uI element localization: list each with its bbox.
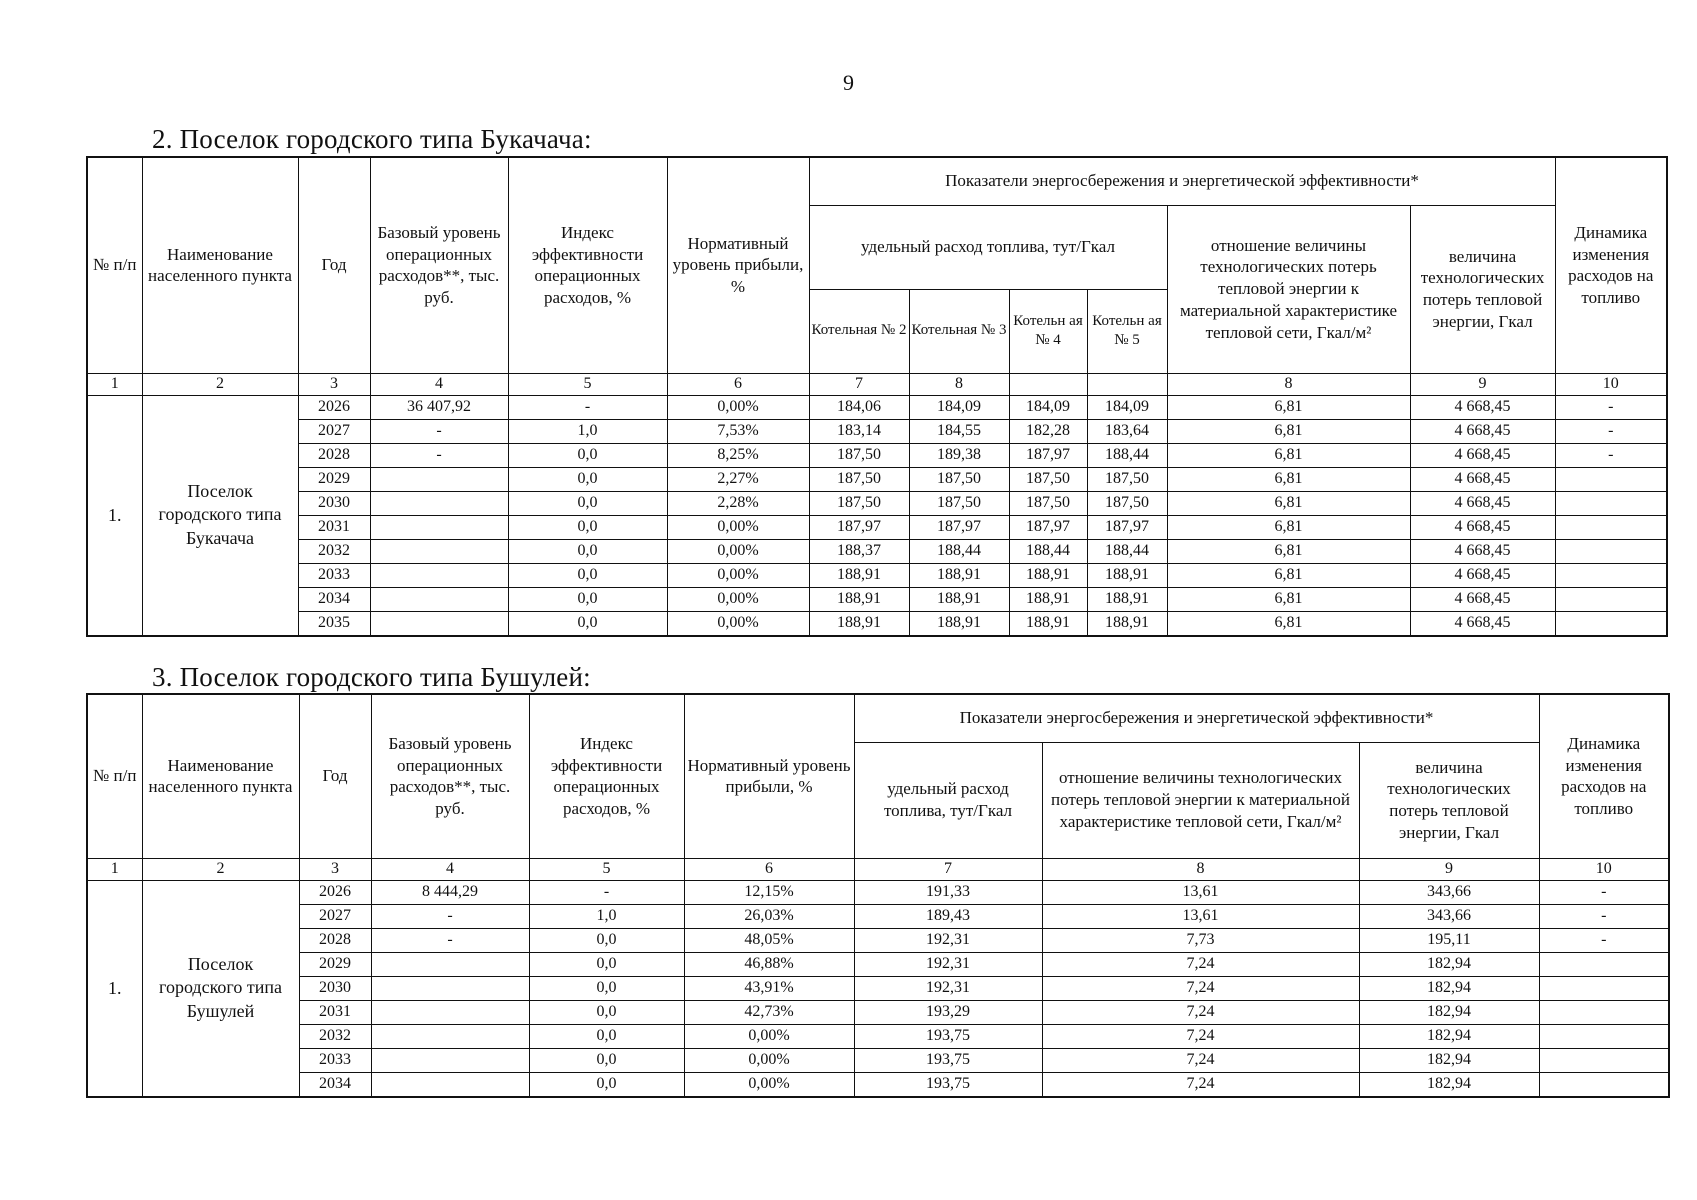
cell-fuel: 192,31 — [854, 952, 1042, 976]
cell-b2: 187,50 — [809, 467, 909, 491]
cell-b2: 188,91 — [809, 611, 909, 636]
header-boiler-4: Котельн ая № 4 — [1009, 289, 1087, 373]
settlement-name: Поселок городского типа Букачача — [142, 395, 298, 636]
cell-b5: 188,44 — [1087, 443, 1167, 467]
cell-index: 0,0 — [529, 952, 684, 976]
header-num: № п/п — [87, 157, 142, 373]
table-row — [87, 952, 1669, 976]
table-row — [87, 1072, 1669, 1097]
cell-index: 0,0 — [508, 611, 667, 636]
cell-losses: 343,66 — [1359, 904, 1539, 928]
cell-profit: 7,53% — [667, 419, 809, 443]
cell-ratio: 6,81 — [1167, 491, 1410, 515]
cell-index: - — [529, 880, 684, 904]
cell-ratio: 6,81 — [1167, 563, 1410, 587]
table-row — [87, 880, 1669, 904]
cell-b4: 187,97 — [1009, 515, 1087, 539]
cell-profit: 0,00% — [667, 515, 809, 539]
cell-base — [370, 515, 508, 539]
header-year: Год — [298, 157, 370, 373]
cell-year: 2034 — [298, 587, 370, 611]
table-row — [87, 587, 1667, 611]
cell-base — [371, 1072, 529, 1097]
cell-losses: 182,94 — [1359, 1048, 1539, 1072]
column-number: 8 — [909, 373, 1009, 395]
cell-index: 0,0 — [529, 1072, 684, 1097]
cell-base — [370, 611, 508, 636]
cell-dyn — [1555, 587, 1667, 611]
cell-losses: 4 668,45 — [1410, 539, 1555, 563]
cell-dyn — [1555, 539, 1667, 563]
table-row — [87, 563, 1667, 587]
cell-dyn: - — [1539, 880, 1669, 904]
cell-year: 2026 — [298, 395, 370, 419]
cell-ratio: 6,81 — [1167, 467, 1410, 491]
cell-fuel: 193,75 — [854, 1048, 1042, 1072]
cell-dyn — [1555, 563, 1667, 587]
cell-fuel: 191,33 — [854, 880, 1042, 904]
cell-index: 0,0 — [508, 467, 667, 491]
table-row — [87, 928, 1669, 952]
row-index: 1. — [87, 880, 142, 1097]
column-number: 3 — [298, 373, 370, 395]
cell-index: 0,0 — [529, 928, 684, 952]
cell-losses: 4 668,45 — [1410, 467, 1555, 491]
header-boiler-3: Котельная № 3 — [909, 289, 1009, 373]
cell-losses: 182,94 — [1359, 1024, 1539, 1048]
section-2-title: 2. Поселок городского типа Букачача: — [152, 124, 592, 154]
header-name: Наименование населенного пункта — [142, 157, 298, 373]
table-row — [87, 976, 1669, 1000]
column-number: 10 — [1555, 373, 1667, 395]
cell-profit: 0,00% — [684, 1072, 854, 1097]
cell-profit: 43,91% — [684, 976, 854, 1000]
cell-year: 2033 — [298, 563, 370, 587]
section-3-table — [86, 693, 1670, 1098]
cell-index: 1,0 — [508, 419, 667, 443]
cell-profit: 8,25% — [667, 443, 809, 467]
cell-profit: 0,00% — [667, 611, 809, 636]
cell-ratio: 7,73 — [1042, 928, 1359, 952]
cell-profit: 2,28% — [667, 491, 809, 515]
cell-dyn — [1555, 491, 1667, 515]
cell-ratio: 6,81 — [1167, 395, 1410, 419]
cell-base — [371, 1024, 529, 1048]
cell-profit: 0,00% — [667, 587, 809, 611]
header-profit-level: Нормативный уровень прибыли, % — [684, 694, 854, 858]
cell-fuel: 193,75 — [854, 1072, 1042, 1097]
cell-base: - — [370, 443, 508, 467]
table-row — [87, 611, 1667, 636]
table-row — [87, 904, 1669, 928]
column-number: 9 — [1410, 373, 1555, 395]
page-number: 9 — [843, 70, 854, 95]
header-losses: величина технологических потерь тепловой энергии, Гкал — [1410, 205, 1555, 373]
cell-year: 2031 — [298, 515, 370, 539]
header-profit-level: Нормативный уровень прибыли, % — [667, 157, 809, 373]
cell-ratio: 6,81 — [1167, 419, 1410, 443]
cell-b3: 187,97 — [909, 515, 1009, 539]
cell-b3: 187,50 — [909, 467, 1009, 491]
column-number: 2 — [142, 373, 298, 395]
cell-ratio: 6,81 — [1167, 443, 1410, 467]
cell-base: 36 407,92 — [370, 395, 508, 419]
cell-b3: 188,91 — [909, 563, 1009, 587]
cell-b2: 187,97 — [809, 515, 909, 539]
column-number: 5 — [529, 858, 684, 880]
column-number: 9 — [1359, 858, 1539, 880]
cell-base: - — [371, 904, 529, 928]
column-number: 1 — [87, 373, 142, 395]
cell-ratio: 6,81 — [1167, 539, 1410, 563]
cell-b2: 188,37 — [809, 539, 909, 563]
cell-year: 2027 — [299, 904, 371, 928]
table-row — [87, 1000, 1669, 1024]
table-row — [87, 491, 1667, 515]
cell-base — [371, 976, 529, 1000]
cell-index: 0,0 — [529, 976, 684, 1000]
cell-ratio: 13,61 — [1042, 880, 1359, 904]
cell-losses: 4 668,45 — [1410, 419, 1555, 443]
cell-profit: 12,15% — [684, 880, 854, 904]
cell-index: 0,0 — [508, 539, 667, 563]
cell-b5: 188,91 — [1087, 563, 1167, 587]
cell-b3: 187,50 — [909, 491, 1009, 515]
cell-losses: 4 668,45 — [1410, 611, 1555, 636]
cell-index: - — [508, 395, 667, 419]
cell-b5: 188,44 — [1087, 539, 1167, 563]
cell-year: 2026 — [299, 880, 371, 904]
cell-year: 2030 — [298, 491, 370, 515]
cell-b4: 188,91 — [1009, 611, 1087, 636]
header-name: Наименование населенного пункта — [142, 694, 299, 858]
header-energy-indicators: Показатели энергосбережения и энергетической эффективности* — [809, 157, 1555, 205]
cell-ratio: 7,24 — [1042, 1048, 1359, 1072]
table-row — [87, 515, 1667, 539]
header-efficiency-index: Индекс эффективности операционных расходов, % — [508, 157, 667, 373]
cell-profit: 0,00% — [667, 539, 809, 563]
header-fuel-dynamics: Динамика изменения расходов на топливо — [1539, 694, 1669, 858]
cell-year: 2031 — [299, 1000, 371, 1024]
cell-fuel: 189,43 — [854, 904, 1042, 928]
cell-dyn: - — [1539, 904, 1669, 928]
cell-b4: 184,09 — [1009, 395, 1087, 419]
cell-b2: 187,50 — [809, 491, 909, 515]
column-number: 1 — [87, 858, 142, 880]
cell-b4: 187,50 — [1009, 467, 1087, 491]
cell-index: 0,0 — [508, 587, 667, 611]
header-boiler-5: Котельн ая № 5 — [1087, 289, 1167, 373]
cell-profit: 0,00% — [684, 1024, 854, 1048]
column-number-row — [87, 858, 1669, 880]
cell-b4: 188,44 — [1009, 539, 1087, 563]
cell-index: 0,0 — [529, 1024, 684, 1048]
cell-index: 0,0 — [508, 563, 667, 587]
cell-year: 2029 — [299, 952, 371, 976]
cell-base: 8 444,29 — [371, 880, 529, 904]
header-num: № п/п — [87, 694, 142, 858]
column-number-row — [87, 373, 1667, 395]
column-number: 8 — [1167, 373, 1410, 395]
cell-dyn — [1555, 467, 1667, 491]
row-index: 1. — [87, 395, 142, 636]
cell-year: 2029 — [298, 467, 370, 491]
cell-ratio: 7,24 — [1042, 1072, 1359, 1097]
cell-year: 2028 — [299, 928, 371, 952]
column-number: 6 — [684, 858, 854, 880]
column-number: 4 — [370, 373, 508, 395]
header-energy-indicators: Показатели энергосбережения и энергетической эффективности* — [854, 694, 1539, 742]
cell-fuel: 192,31 — [854, 928, 1042, 952]
cell-profit: 0,00% — [667, 563, 809, 587]
cell-losses: 182,94 — [1359, 952, 1539, 976]
cell-b3: 188,91 — [909, 611, 1009, 636]
section-2-table — [86, 156, 1668, 637]
column-number: 7 — [854, 858, 1042, 880]
cell-index: 0,0 — [508, 443, 667, 467]
column-number: 6 — [667, 373, 809, 395]
header-fuel-dynamics: Динамика изменения расходов на топливо — [1555, 157, 1667, 373]
cell-ratio: 7,24 — [1042, 976, 1359, 1000]
cell-index: 0,0 — [529, 1048, 684, 1072]
column-number: 4 — [371, 858, 529, 880]
cell-b3: 188,44 — [909, 539, 1009, 563]
cell-b4: 188,91 — [1009, 587, 1087, 611]
cell-dyn: - — [1555, 395, 1667, 419]
cell-losses: 182,94 — [1359, 1072, 1539, 1097]
table-row — [87, 1048, 1669, 1072]
cell-b3: 188,91 — [909, 587, 1009, 611]
cell-dyn — [1539, 976, 1669, 1000]
cell-b3: 184,09 — [909, 395, 1009, 419]
cell-ratio: 7,24 — [1042, 952, 1359, 976]
column-number: 3 — [299, 858, 371, 880]
table-row — [87, 1024, 1669, 1048]
cell-losses: 4 668,45 — [1410, 515, 1555, 539]
cell-b3: 189,38 — [909, 443, 1009, 467]
cell-index: 0,0 — [508, 491, 667, 515]
cell-dyn — [1555, 515, 1667, 539]
cell-fuel: 192,31 — [854, 976, 1042, 1000]
cell-base — [370, 587, 508, 611]
header-fuel-rate: удельный расход топлива, тут/Гкал — [854, 742, 1042, 858]
column-number — [1087, 373, 1167, 395]
cell-b5: 187,50 — [1087, 467, 1167, 491]
cell-b2: 187,50 — [809, 443, 909, 467]
cell-b2: 183,14 — [809, 419, 909, 443]
cell-year: 2034 — [299, 1072, 371, 1097]
cell-index: 1,0 — [529, 904, 684, 928]
cell-losses: 195,11 — [1359, 928, 1539, 952]
cell-fuel: 193,29 — [854, 1000, 1042, 1024]
cell-base — [371, 952, 529, 976]
header-loss-ratio: отношение величины технологических потерь тепловой энергии к материальной характеристике тепловой сети, Гкал/м² — [1167, 205, 1410, 373]
cell-dyn — [1555, 611, 1667, 636]
cell-b2: 188,91 — [809, 563, 909, 587]
cell-dyn: - — [1555, 419, 1667, 443]
cell-dyn — [1539, 1024, 1669, 1048]
cell-b2: 184,06 — [809, 395, 909, 419]
cell-base: - — [371, 928, 529, 952]
cell-b5: 188,91 — [1087, 587, 1167, 611]
cell-index: 0,0 — [508, 515, 667, 539]
header-efficiency-index: Индекс эффективности операционных расходов, % — [529, 694, 684, 858]
cell-b4: 188,91 — [1009, 563, 1087, 587]
cell-profit: 26,03% — [684, 904, 854, 928]
cell-dyn — [1539, 1072, 1669, 1097]
cell-dyn — [1539, 1048, 1669, 1072]
table-row — [87, 419, 1667, 443]
cell-profit: 48,05% — [684, 928, 854, 952]
column-number — [1009, 373, 1087, 395]
cell-year: 2035 — [298, 611, 370, 636]
cell-losses: 4 668,45 — [1410, 563, 1555, 587]
cell-losses: 4 668,45 — [1410, 395, 1555, 419]
cell-profit: 2,27% — [667, 467, 809, 491]
cell-losses: 4 668,45 — [1410, 443, 1555, 467]
cell-profit: 42,73% — [684, 1000, 854, 1024]
cell-profit: 0,00% — [667, 395, 809, 419]
cell-ratio: 7,24 — [1042, 1000, 1359, 1024]
cell-b4: 182,28 — [1009, 419, 1087, 443]
header-base-costs: Базовый уровень операционных расходов**, тыс. руб. — [371, 694, 529, 858]
table-row — [87, 467, 1667, 491]
cell-base — [370, 563, 508, 587]
cell-base — [370, 539, 508, 563]
header-year: Год — [299, 694, 371, 858]
cell-losses: 4 668,45 — [1410, 587, 1555, 611]
cell-year: 2033 — [299, 1048, 371, 1072]
cell-year: 2030 — [299, 976, 371, 1000]
cell-base — [370, 467, 508, 491]
cell-losses: 182,94 — [1359, 976, 1539, 1000]
cell-ratio: 6,81 — [1167, 611, 1410, 636]
column-number: 10 — [1539, 858, 1669, 880]
cell-dyn: - — [1555, 443, 1667, 467]
table-row — [87, 395, 1667, 419]
cell-year: 2027 — [298, 419, 370, 443]
cell-b5: 184,09 — [1087, 395, 1167, 419]
cell-b5: 188,91 — [1087, 611, 1167, 636]
header-loss-ratio: отношение величины технологических потерь тепловой энергии к материальной характеристике тепловой сети, Гкал/м² — [1042, 742, 1359, 858]
header-fuel-rate: удельный расход топлива, тут/Гкал — [809, 205, 1167, 289]
cell-b5: 183,64 — [1087, 419, 1167, 443]
cell-index: 0,0 — [529, 1000, 684, 1024]
table-row — [87, 539, 1667, 563]
cell-fuel: 193,75 — [854, 1024, 1042, 1048]
cell-ratio: 13,61 — [1042, 904, 1359, 928]
cell-losses: 182,94 — [1359, 1000, 1539, 1024]
table-row — [87, 443, 1667, 467]
settlement-name: Поселок городского типа Бушулей — [142, 880, 299, 1097]
cell-profit: 46,88% — [684, 952, 854, 976]
cell-year: 2028 — [298, 443, 370, 467]
cell-profit: 0,00% — [684, 1048, 854, 1072]
cell-dyn — [1539, 952, 1669, 976]
cell-dyn: - — [1539, 928, 1669, 952]
cell-b4: 187,97 — [1009, 443, 1087, 467]
column-number: 2 — [142, 858, 299, 880]
cell-base — [370, 491, 508, 515]
column-number: 5 — [508, 373, 667, 395]
cell-b2: 188,91 — [809, 587, 909, 611]
cell-base — [371, 1000, 529, 1024]
header-losses: величина технологических потерь тепловой энергии, Гкал — [1359, 742, 1539, 858]
cell-base: - — [370, 419, 508, 443]
cell-base — [371, 1048, 529, 1072]
cell-ratio: 6,81 — [1167, 587, 1410, 611]
cell-b5: 187,50 — [1087, 491, 1167, 515]
cell-year: 2032 — [298, 539, 370, 563]
cell-b4: 187,50 — [1009, 491, 1087, 515]
column-number: 7 — [809, 373, 909, 395]
header-boiler-2: Котельная № 2 — [809, 289, 909, 373]
section-3-title: 3. Поселок городского типа Бушулей: — [152, 662, 591, 692]
cell-ratio: 7,24 — [1042, 1024, 1359, 1048]
column-number: 8 — [1042, 858, 1359, 880]
cell-b5: 187,97 — [1087, 515, 1167, 539]
header-base-costs: Базовый уровень операционных расходов**, тыс. руб. — [370, 157, 508, 373]
cell-b3: 184,55 — [909, 419, 1009, 443]
cell-losses: 343,66 — [1359, 880, 1539, 904]
cell-year: 2032 — [299, 1024, 371, 1048]
cell-dyn — [1539, 1000, 1669, 1024]
cell-ratio: 6,81 — [1167, 515, 1410, 539]
cell-losses: 4 668,45 — [1410, 491, 1555, 515]
